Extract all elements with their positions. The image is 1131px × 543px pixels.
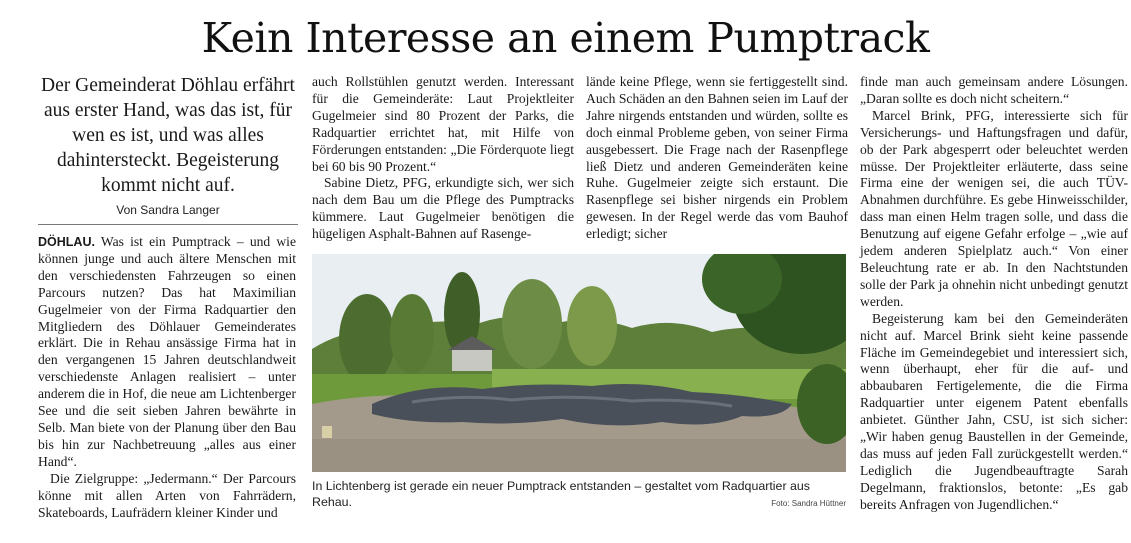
caption-text: In Lichtenberg ist gerade ein neuer Pumptrack entstanden – gestaltet vom Radquartier aus Rehau. [312,479,810,509]
paragraph: DÖHLAU. Was ist ein Pumptrack – und wie können junge und auch ältere Menschen mit den verschiedensten Fahrzeugen so einen Parcours nutzen? Das hat Maximilian Gugelmeier von der Firma Radquartier den Mitgliedern des Döhlauer Gemeinderates erklärt. Die in Rehau ansässige Firma hat in den vergangenen 15 Jahren deutschlandweit verschiedenste Anlagen realisiert – unter anderem die in Hof, die neue am Lichtenberger See und die seit sieben Jahren bewährte in Selb. Man biete von der Planung über den Bau bis hin zur Nachbetreuung „alles aus einer Hand“. [38,234,296,469]
photo-credit: Foto: Sandra Hüttner [771,499,846,508]
paragraph: auch Rollstühlen genutzt werden. Interessant für die Gemeinderäte: Laut Projektleiter Gugelmeier sind 80 Prozent der Parks, die Radquartier errichtet hat, mit Hilfe von Förderungen entstanden: „Die Förderquote liegt bei 60 bis 90 Prozent.“ [312,74,574,174]
pumptrack-photo [312,254,846,472]
paragraph: Marcel Brink, PFG, interessierte sich für Versicherungs- und Haftungsfragen und dafür, ob der Park abgesperrt oder beleuchtet werden müsse. Der Projektleiter erläuterte, dass seine Firma eine der wenigen sei, die auch TÜV-Abnahmen durchführe. Es gebe Hinweisschilder, dass man einen Helm tragen solle, und dass die Benutzung auf eigene Gefahr erfolge – „wie auf jedem anderen Spielplatz auch.“ Von einer Beleuchtung rate er ab. In den Nachtstunden solle der Park ja ohnehin nicht unbedingt genutzt werden. [860,107,1128,309]
pumptrack-photo-illustration [312,254,846,472]
dateline: DÖHLAU. [38,235,95,249]
article-column-2 [312,74,574,243]
article-column-1 [38,234,296,521]
paragraph: Die Zielgruppe: „Jedermann.“ Der Parcours könne mit allen Arten von Fahrrädern, Skateboards, Laufrädern kleiner Kinder und [38,470,296,520]
headline: Kein Interesse an einem Pumptrack [201,14,930,62]
paragraph: Sabine Dietz, PFG, erkundigte sich, wer sich nach dem Bau um die Pflege des Pumptracks kümmere. Laut Gugelmeier benötigen die hügeligen Asphalt-Bahnen auf Rasenge- [312,175,574,242]
byline-divider [38,224,298,225]
paragraph: finde man auch gemeinsam andere Lösungen. „Daran sollte es doch nicht scheitern.“ [860,74,1128,106]
photo-caption [312,478,846,510]
byline: Von Sandra Langer [116,203,220,217]
article-column-4 [860,74,1128,514]
paragraph: lände keine Pflege, wenn sie fertiggestellt sind. Auch Schäden an den Bahnen seien im Lauf der Jahre nirgends entstanden und würden, sollte es doch einmal Probleme geben, von seiner Firma ausgebessert. Die Frage nach der Rasenpflege ließ Dietz und anderen Gemeinderäten keine Ruhe. Gugelmeier zeigte sich erstaunt. Die Rasenpflege sei bisher nirgends ein Problem gewesen. In der Regel werde das vom Bauhof erledigt; sicher [586,74,848,242]
teaser: Der Gemeinderat Döhlau erfährt aus erster Hand, was das ist, für wen es ist, und was alles dahintersteckt. Begeisterung kommt nicht auf. [41,75,295,196]
paragraph: Begeisterung kam bei den Gemeinderäten nicht auf. Marcel Brink sieht keine passende Fläche im Gemeindegebiet und interessiert sich, wenn überhaupt, eher für die auf- und abbaubaren Fertigelemente, die die Firma Radquartier unter eigenem Patent ebenfalls anbietet. Günther Jahn, CSU, ist sich sicher: „Wir haben genug Baustellen in der Gemeinde, das muss auf jeden Fall zurückgestellt werden.“ Lediglich die Jugendbeauftragte Sarah Degelmann, fraktionslos, betonte: „Es gab bereits Anfragen von Jugendlichen.“ [860,310,1128,512]
article-column-3 [586,74,848,243]
